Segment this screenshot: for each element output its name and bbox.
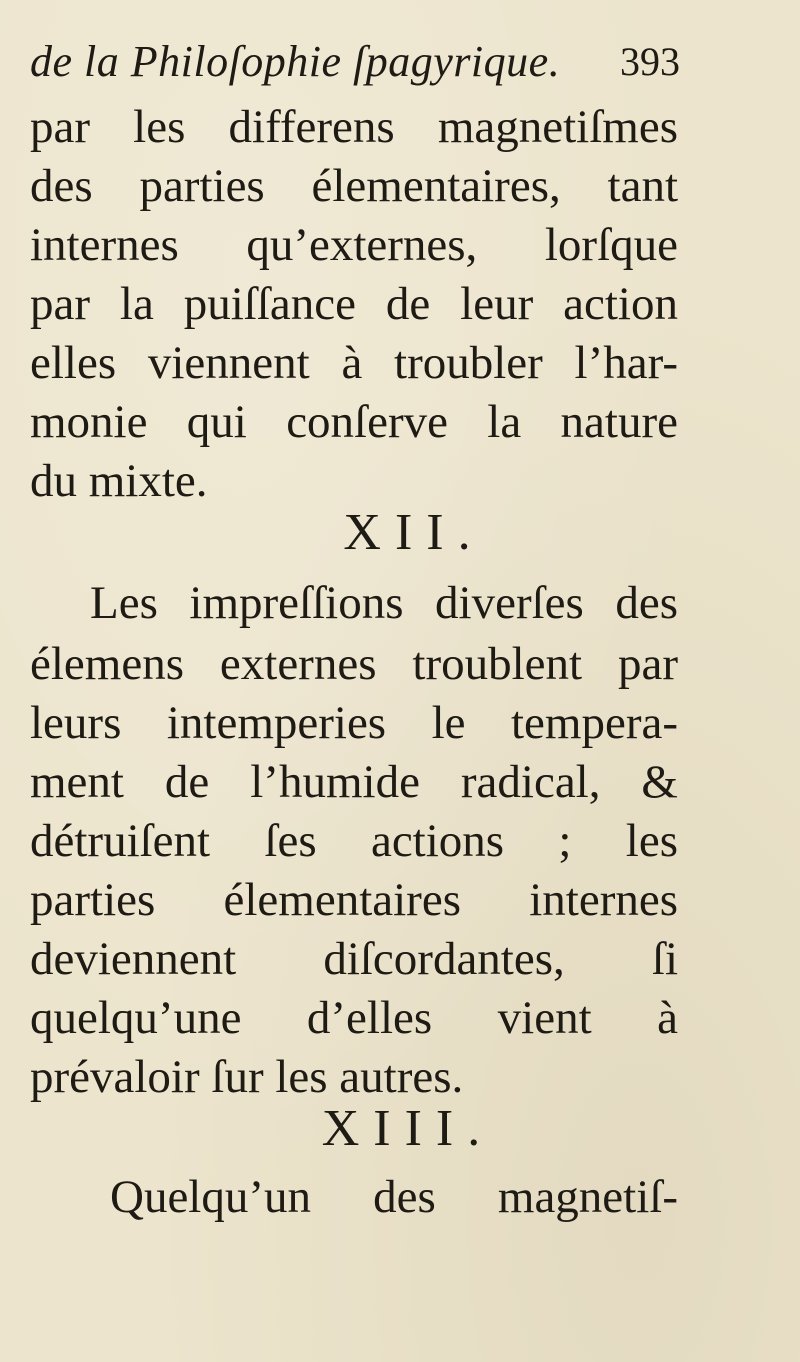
section-12-line-8: quelqu’une d’elles vient à <box>30 992 678 1044</box>
paragraph-1-line-7: du mixte. <box>30 455 208 507</box>
section-heading-13: XIII. <box>321 1100 495 1157</box>
section-12-line-2: élemens externes troublent par <box>30 638 678 690</box>
section-12-line-9: prévaloir ſur les autres. <box>30 1051 464 1103</box>
section-heading-12: XII. <box>343 504 485 561</box>
page-number: 393 <box>620 39 680 84</box>
running-title: de la Philoſophie ſpagyrique. <box>30 37 561 86</box>
paragraph-1-line-3: internes qu’externes, lorſque <box>30 219 678 271</box>
paragraph-1-line-5: elles viennent à troubler l’har- <box>30 337 678 389</box>
section-12-line-1: Les impreſſions diverſes des <box>90 577 678 629</box>
section-12-line-5: détruiſent ſes actions ; les <box>30 815 678 867</box>
catchword: Quelqu’un des magnetiſ- <box>110 1171 678 1223</box>
paragraph-1-line-6: monie qui conſerve la nature <box>30 396 678 448</box>
paragraph-1-line-4: par la puiſſance de leur action <box>30 278 678 330</box>
paragraph-1-line-2: des parties élementaires, tant <box>30 160 678 212</box>
section-12-line-7: deviennent diſcordantes, ſi <box>30 933 678 985</box>
section-12-line-4: ment de l’humide radical, & <box>30 756 678 808</box>
paragraph-1-line-1: par les differens magnetiſmes <box>30 101 678 153</box>
running-head <box>30 32 680 92</box>
section-12-line-3: leurs intemperies le tempera- <box>30 697 678 749</box>
section-12-line-6: parties élementaires internes <box>30 874 678 926</box>
